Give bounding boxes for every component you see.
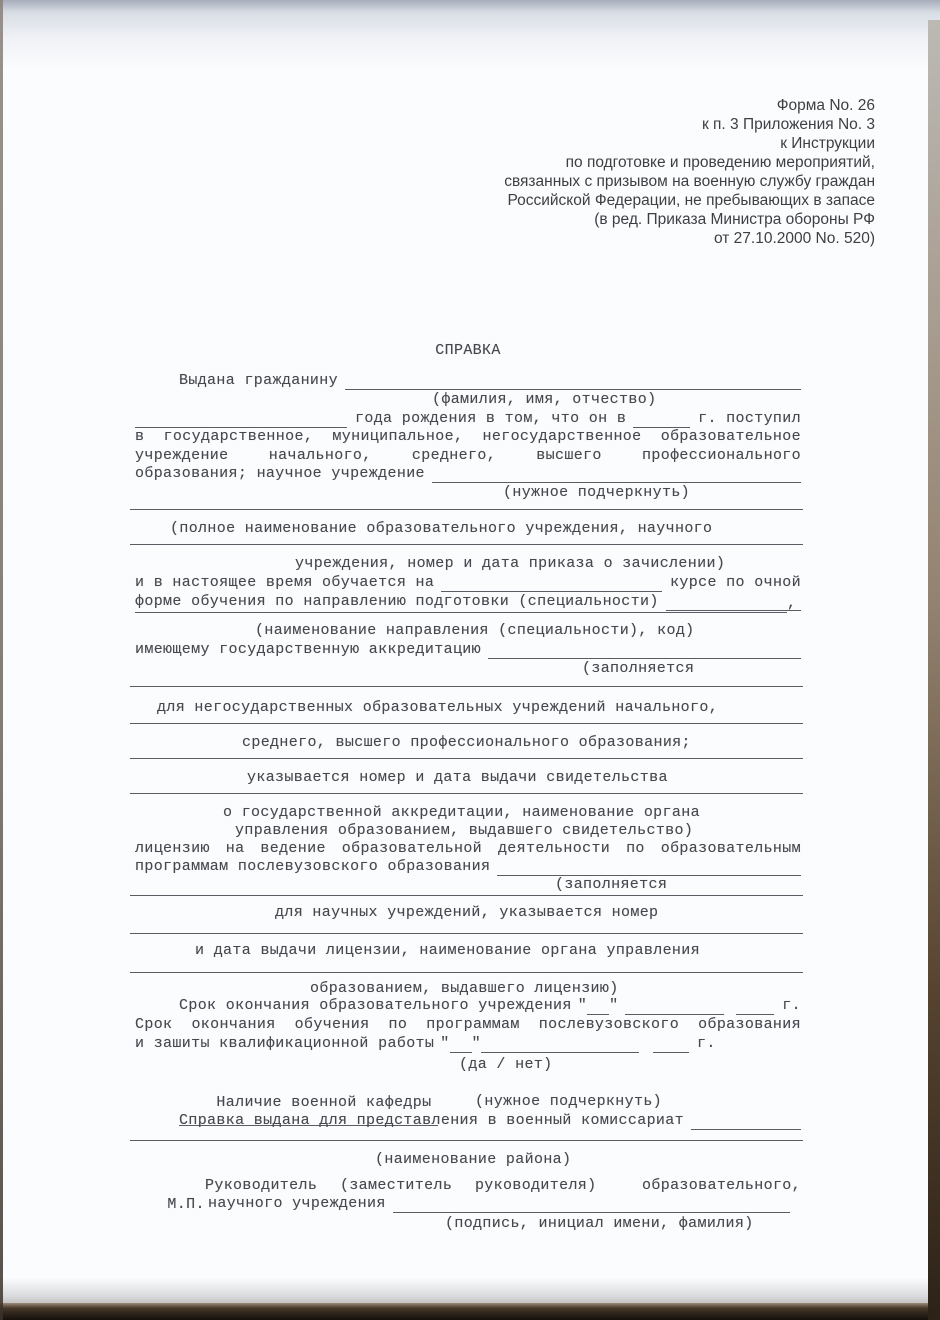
blank-speciality-2 bbox=[135, 595, 787, 613]
military-dept-text: Наличие военной кафедры bbox=[216, 1094, 432, 1111]
blank-rule-institution-1 bbox=[130, 509, 803, 510]
license-line-2 bbox=[135, 857, 801, 876]
blank-birth-year bbox=[135, 410, 347, 428]
certificate-caption: указывается номер и дата выдачи свидетельства bbox=[247, 769, 668, 786]
license-text-2: программам послевузовского образования bbox=[135, 858, 491, 875]
study-form-text: форме обучения по направлению подготовки (специальности) bbox=[135, 593, 659, 610]
close-quote: " bbox=[609, 997, 619, 1014]
underline-note-caption: (нужное подчеркнуть) bbox=[503, 484, 691, 501]
form-header-note bbox=[504, 96, 875, 248]
head-institution-text: научного учреждения bbox=[208, 1195, 386, 1212]
open-quote: " bbox=[440, 1035, 450, 1052]
birth-year-text: года рождения в том, что он в bbox=[355, 410, 627, 427]
blank-citizen-name bbox=[345, 372, 801, 390]
science-caption-2: и дата выдачи лицензии, наименование органа управления bbox=[195, 942, 700, 959]
blank-rule-district bbox=[130, 1140, 803, 1141]
year-suffix: г. bbox=[782, 997, 801, 1014]
scan-edge-left bbox=[0, 0, 3, 1320]
underline-note-caption-2: (нужное подчеркнуть) bbox=[475, 1093, 663, 1110]
scan-edge-right bbox=[928, 20, 940, 1320]
commissariat-line bbox=[135, 1111, 801, 1130]
blank-science-institution bbox=[432, 465, 801, 483]
scan-edge-top bbox=[0, 0, 940, 70]
postgrad-line-1: Срок окончания обучения по программам послевузовского образования bbox=[135, 1016, 801, 1033]
current-study-text: и в настоящее время обучается на bbox=[135, 574, 435, 591]
blank-postgrad-license bbox=[497, 858, 801, 876]
blank-month bbox=[625, 997, 724, 1015]
blank-rule-nongov-1 bbox=[130, 686, 803, 687]
head-title-text: Руководитель (заместитель руководителя) образовательного, bbox=[205, 1177, 801, 1194]
license-line-1: лицензию на ведение образовательной деятельности по образовательным bbox=[135, 840, 801, 857]
yes-no-caption: (да / нет) bbox=[459, 1056, 553, 1073]
accreditation-line bbox=[135, 640, 801, 659]
scan-shadow-bottom bbox=[0, 1278, 940, 1304]
current-study-line bbox=[135, 573, 801, 592]
fill-caption-1: (заполняется bbox=[582, 660, 695, 677]
enrolled-text: г. поступил bbox=[698, 410, 801, 427]
full-name-caption-2: учреждения, номер и дата приказа о зачислении) bbox=[295, 555, 726, 572]
stamp-mark: М.П. bbox=[167, 1196, 205, 1213]
open-quote: " bbox=[577, 997, 588, 1014]
scan-edge-bottom bbox=[0, 1303, 940, 1320]
state-institution-line: в государственное, муниципальное, негосударственное образовательное bbox=[135, 428, 801, 445]
signature-caption: (подпись, инициал имени, фамилия) bbox=[445, 1215, 754, 1232]
blank-year bbox=[736, 997, 774, 1015]
accreditation-caption-2: управления образованием, выдавшего свидетельство) bbox=[235, 822, 694, 839]
note-line: к п. 3 Приложения No. 3 bbox=[701, 116, 875, 133]
accreditation-text: имеющему государственную аккредитацию bbox=[135, 641, 482, 658]
form-number: Форма No. 26 bbox=[776, 97, 875, 114]
blank-rule-cert-1 bbox=[130, 758, 803, 759]
graduation-date-line bbox=[135, 996, 801, 1015]
postgrad-line-2 bbox=[135, 1034, 801, 1053]
full-name-caption-1: (полное наименование образовательного учреждения, научного bbox=[170, 520, 713, 537]
note-line: Российской Федерации, не пребывающих в запасе bbox=[507, 192, 875, 209]
note-line: (в ред. Приказа Министра обороны РФ bbox=[594, 211, 875, 228]
science-caption-3: образованием, выдавшего лицензию) bbox=[310, 980, 619, 997]
blank-rule-science-3 bbox=[130, 972, 803, 973]
graduation-text: Срок окончания образовательного учреждения bbox=[179, 997, 572, 1014]
defense-text: и зашиты квалификационной работы bbox=[135, 1035, 435, 1052]
fill-caption-2: (заполняется bbox=[555, 876, 668, 893]
commissariat-text: Справка выдана для представления в военный комиссариат bbox=[179, 1112, 684, 1129]
accreditation-caption-1: о государственной аккредитации, наименование органа bbox=[223, 804, 700, 821]
note-line: по подготовке и проведению мероприятий, bbox=[565, 154, 875, 171]
blank-rule-science-1 bbox=[130, 895, 803, 896]
speciality-continuation-line bbox=[135, 594, 801, 613]
blank-enroll-year bbox=[633, 410, 690, 428]
head-institution-line bbox=[208, 1194, 790, 1213]
blank-commissariat bbox=[691, 1112, 801, 1130]
institution-levels-line: учреждение начального, среднего, высшего профессионального bbox=[135, 447, 801, 464]
blank-day bbox=[587, 997, 609, 1015]
issued-to-line bbox=[135, 371, 801, 390]
education-science-text: образования; научное учреждение bbox=[135, 465, 425, 482]
nongov-caption-2: среднего, высшего профессионального образования; bbox=[242, 734, 691, 751]
blank-month bbox=[481, 1035, 639, 1053]
note-line: связанных с призывом на военную службу граждан bbox=[504, 173, 875, 190]
blank-rule-institution-2 bbox=[130, 544, 803, 545]
comma-text: , bbox=[787, 595, 797, 612]
blank-rule-cert-2 bbox=[130, 793, 803, 794]
blank-course-number bbox=[441, 574, 662, 592]
fio-caption: (фамилия, имя, отчество) bbox=[432, 391, 657, 408]
page-title: СПРАВКА bbox=[435, 342, 501, 359]
blank-rule-nongov-2 bbox=[130, 723, 803, 724]
note-line: к Инструкции bbox=[780, 135, 875, 152]
direction-caption: (наименование направления (специальности), код) bbox=[255, 622, 695, 639]
blank-year bbox=[653, 1035, 689, 1053]
year-suffix: г. bbox=[696, 1035, 716, 1052]
district-caption: (наименование района) bbox=[375, 1151, 572, 1168]
blank-signature bbox=[393, 1195, 790, 1213]
blank-accreditation bbox=[488, 641, 801, 659]
issued-to-label: Выдана гражданину bbox=[179, 372, 338, 389]
close-quote: " bbox=[471, 1035, 481, 1052]
nongov-caption-1: для негосударственных образовательных учреждений начального, bbox=[157, 699, 719, 716]
education-science-line bbox=[135, 464, 801, 483]
blank-day bbox=[450, 1035, 472, 1053]
blank-rule-science-2 bbox=[130, 933, 803, 934]
science-caption-1: для научных учреждений, указывается номер bbox=[275, 904, 659, 921]
note-line: от 27.10.2000 No. 520) bbox=[713, 230, 875, 247]
course-text: курсе по очной bbox=[670, 574, 801, 591]
birth-year-line bbox=[135, 409, 801, 428]
